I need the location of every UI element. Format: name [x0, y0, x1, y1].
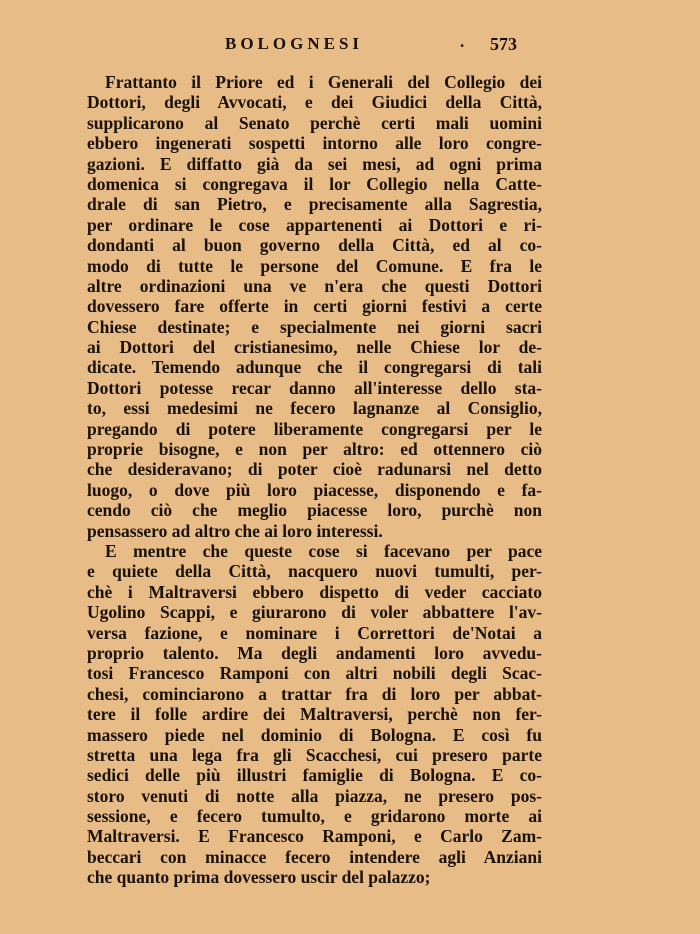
running-head-dot: .	[460, 32, 465, 51]
text-line: dicate. Temendo adunque che il congregarsi di tali	[87, 357, 542, 378]
text-line: Ugolino Scappi, e giurarono di voler abbattere l'av-	[87, 602, 542, 623]
text-line: Frattanto il Priore ed i Generali del Collegio dei	[105, 72, 542, 92]
text-line: altre ordinazioni una ve n'era che questi Dottori	[87, 275, 542, 296]
text-line: dovessero fare offerte in certi giorni festivi a certe	[87, 296, 542, 317]
running-head-title: BOLOGNESI	[225, 34, 364, 53]
text-line: pensassero ad altro che ai loro interessi.	[87, 520, 383, 541]
text-line: sessione, e fecero tumulto, e gridarono morte ai	[87, 806, 542, 827]
text-line: modo di tutte le persone del Comune. E fra le	[87, 255, 542, 276]
text-line: tere il folle ardire dei Maltraversi, perchè non fer-	[87, 704, 542, 725]
text-line: versa fazione, e nominare i Correttori de'Notai a	[87, 622, 542, 643]
text-line: luogo, o dove più loro piacesse, disponendo e fa-	[87, 479, 542, 500]
text-line: beccari con minacce fecero intendere agli Anziani	[87, 846, 542, 867]
text-line: Dottori, degli Avvocati, e dei Giudici della Città,	[87, 92, 542, 113]
paragraph	[87, 541, 542, 888]
text-line: proprie bisogne, e non per altro: ed ottennero ciò	[87, 439, 542, 460]
text-line: Chiese destinate; e specialmente nei giorni sacri	[87, 316, 542, 337]
text-line: e quiete della Città, nacquero nuovi tumulti, per-	[87, 561, 542, 582]
text-line: ai Dottori del cristianesimo, nelle Chiese lor de-	[87, 337, 542, 358]
text-line: domenica si congregava il lor Collegio nella Catte-	[87, 173, 542, 194]
text-line: E mentre che queste cose si facevano per pace	[105, 540, 542, 561]
text-line: to, essi medesimi ne fecero lagnanze al Consiglio,	[87, 398, 542, 419]
paragraph	[87, 72, 542, 541]
text-line: Dottori potesse recar danno all'interesse dello sta-	[87, 377, 542, 398]
text-line: tosi Francesco Ramponi con altri nobili degli Scac-	[87, 663, 542, 684]
text-line: Maltraversi. E Francesco Ramponi, e Carlo Zam-	[87, 826, 542, 847]
text-line: che desideravano; di poter cioè radunarsi nel detto	[87, 459, 542, 480]
body-text	[87, 72, 542, 888]
text-line: per ordinare le cose appartenenti ai Dottori e ri-	[87, 214, 542, 235]
running-head	[225, 34, 525, 58]
text-line: cendo ciò che meglio piacesse loro, purchè non	[87, 500, 542, 521]
text-line: pregando di potere liberamente congregarsi per le	[87, 418, 542, 439]
text-line: chesi, cominciarono a trattar fra di loro per abbat-	[87, 683, 542, 704]
text-line: che quanto prima dovessero uscir del palazzo;	[87, 867, 431, 888]
text-line: drale di san Pietro, e precisamente alla Sagrestia,	[87, 194, 542, 215]
text-line: dondanti al buon governo della Città, ed al co-	[87, 235, 542, 256]
text-line: massero piede nel dominio di Bologna. E così fu	[87, 724, 542, 745]
text-line: stretta una lega fra gli Scacchesi, cui presero parte	[87, 744, 542, 765]
text-line: supplicarono al Senato perchè certi mali uomini	[87, 112, 542, 133]
page-number: 573	[490, 34, 517, 54]
text-line: gazioni. E diffatto già da sei mesi, ad ogni prima	[87, 153, 542, 174]
text-line: proprio talento. Ma degli andamenti loro avvedu-	[87, 642, 542, 663]
text-line: ebbero ingenerati sospetti intorno alle loro congre-	[87, 133, 542, 154]
text-line: sedici delle più illustri famiglie di Bologna. E co-	[87, 765, 542, 786]
text-line: storo venuti di notte alla piazza, ne presero pos-	[87, 785, 542, 806]
text-line: chè i Maltraversi ebbero dispetto di veder cacciato	[87, 581, 542, 602]
